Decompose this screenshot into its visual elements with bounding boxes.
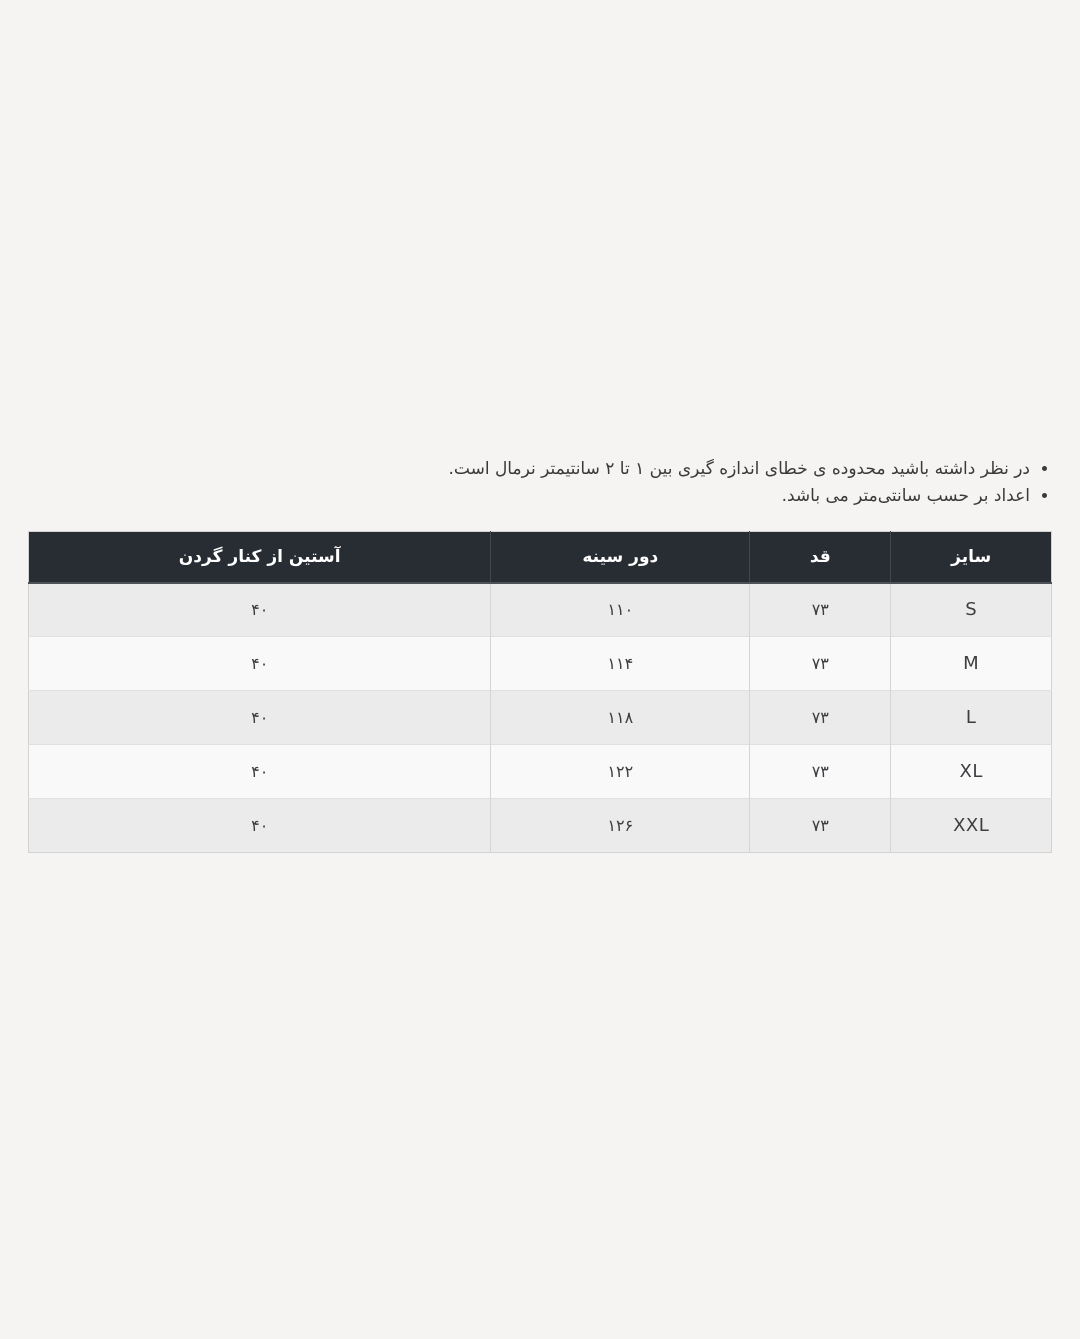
column-header-sleeve: آستین از کنار گردن <box>29 532 491 583</box>
cell-height: ۷۳ <box>750 637 891 691</box>
table-row-xl <box>29 745 1052 799</box>
cell-height: ۷۳ <box>750 691 891 745</box>
cell-height: ۷۳ <box>750 799 891 853</box>
table-row-m <box>29 637 1052 691</box>
cell-size: XXL <box>891 799 1052 853</box>
cell-sleeve: ۴۰ <box>29 745 491 799</box>
column-header-chest: دور سینه <box>491 532 750 583</box>
table-row-xxl <box>29 799 1052 853</box>
cell-size: M <box>891 637 1052 691</box>
cell-sleeve: ۴۰ <box>29 799 491 853</box>
cell-sleeve: ۴۰ <box>29 691 491 745</box>
table-header-row <box>29 532 1052 583</box>
cell-height: ۷۳ <box>750 583 891 637</box>
cell-size: L <box>891 691 1052 745</box>
cell-chest: ۱۱۴ <box>491 637 750 691</box>
note-units-centimeter: • اعداد بر حسب سانتی‌متر می باشد. <box>28 483 1030 510</box>
cell-chest: ۱۱۸ <box>491 691 750 745</box>
table-row-s <box>29 583 1052 637</box>
note-measurement-tolerance: • در نظر داشته باشید محدوده ی خطای اندازه گیری بین ۱ تا ۲ سانتیمتر نرمال است. <box>28 456 1030 483</box>
notes-list <box>28 456 1052 510</box>
cell-sleeve: ۴۰ <box>29 583 491 637</box>
cell-chest: ۱۱۰ <box>491 583 750 637</box>
size-guide-section <box>28 0 1052 853</box>
cell-height: ۷۳ <box>750 745 891 799</box>
cell-chest: ۱۲۶ <box>491 799 750 853</box>
cell-size: XL <box>891 745 1052 799</box>
column-header-height: قد <box>750 532 891 583</box>
cell-size: S <box>891 583 1052 637</box>
column-header-size: سایز <box>891 532 1052 583</box>
size-chart-table <box>28 531 1052 853</box>
cell-sleeve: ۴۰ <box>29 637 491 691</box>
table-row-l <box>29 691 1052 745</box>
cell-chest: ۱۲۲ <box>491 745 750 799</box>
